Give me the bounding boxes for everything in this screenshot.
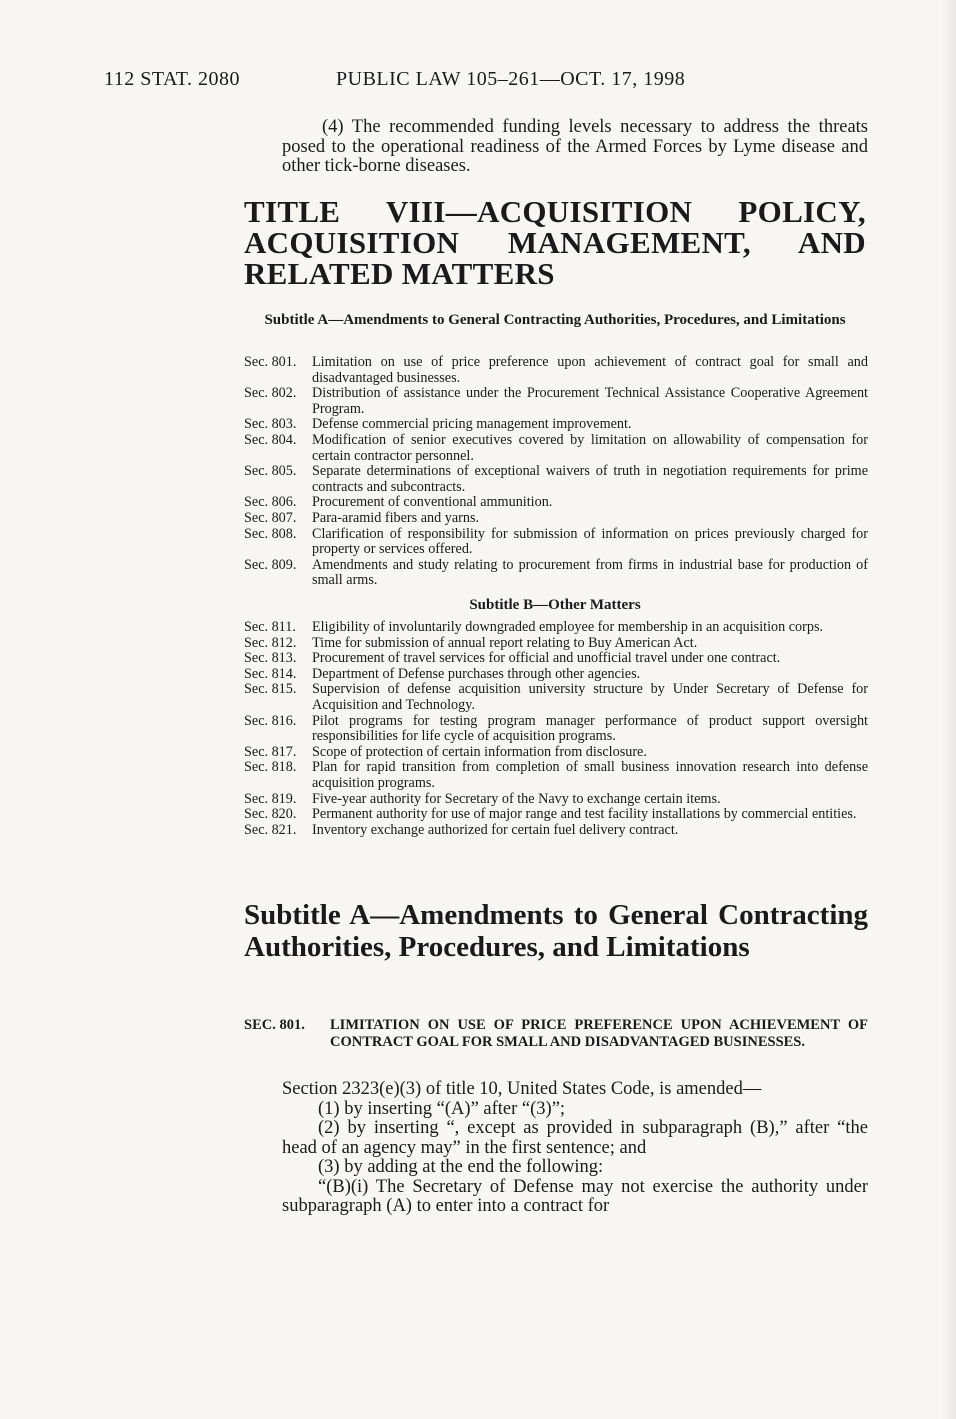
- toc-entry: [244, 527, 868, 558]
- toc-entry-title: Modification of senior executives covered by limitation on allowability of compensation for certain contractor personnel.: [312, 431, 868, 464]
- statute-page-number: 112 STAT. 2080: [104, 68, 240, 90]
- section-801-body: [282, 1080, 868, 1217]
- public-law-citation: PUBLIC LAW 105–261—OCT. 17, 1998: [336, 68, 686, 90]
- toc-entry-title: Inventory exchange authorized for certain fuel delivery contract.: [312, 821, 679, 838]
- toc-entry-number: Sec. 807.: [244, 509, 297, 526]
- toc-entry-title: Amendments and study relating to procurement from firms in industrial base for production of small arms.: [312, 556, 868, 589]
- toc-entry-number: Sec. 811.: [244, 619, 296, 635]
- toc-entry-title: Time for submission of annual report relating to Buy American Act.: [312, 634, 698, 651]
- page-edge-shadow: [942, 0, 956, 1419]
- toc-entry: [244, 745, 868, 761]
- toc-entry-title: Defense commercial pricing management improvement.: [312, 416, 632, 433]
- toc-entry-title: Pilot programs for testing program manager performance of product support oversight responsibilities for life cycle of acquisition programs.: [312, 712, 868, 745]
- toc-entry: [244, 823, 868, 839]
- section-801-heading: [244, 1017, 868, 1051]
- body-intro: Section 2323(e)(3) of title 10, United States Code, is amended—: [282, 1079, 762, 1099]
- toc-entry-number: Sec. 801.: [244, 354, 297, 370]
- toc-entry-number: Sec. 808.: [244, 525, 297, 542]
- toc-entry: [244, 636, 868, 652]
- toc-entry-number: Sec. 813.: [244, 650, 297, 667]
- toc-entry-title: Clarification of responsibility for submission of information on prices previously charged for property or services offered.: [312, 525, 868, 558]
- toc-entry-number: Sec. 819.: [244, 790, 297, 807]
- toc-entry-number: Sec. 814.: [244, 665, 297, 682]
- toc-entry-title: Eligibility of involuntarily downgraded employee for membership in an acquisition corps.: [312, 619, 824, 635]
- toc-subtitle-b-heading: Subtitle B—Other Matters: [469, 597, 641, 613]
- toc-entry: [244, 760, 868, 791]
- toc-entry: [244, 511, 868, 527]
- toc-entry: [244, 714, 868, 745]
- toc-entry-title: Distribution of assistance under the Procurement Technical Assistance Cooperative Agreement Program.: [312, 385, 868, 417]
- toc-entry: [244, 558, 868, 589]
- toc-entry: [244, 417, 868, 433]
- toc-entry-number: Sec. 820.: [244, 806, 297, 823]
- toc-entry-number: Sec. 815.: [244, 681, 297, 698]
- toc-entry-number: Sec. 806.: [244, 494, 297, 511]
- toc-entry-title: Five-year authority for Secretary of the Navy to exchange certain items.: [312, 790, 721, 807]
- toc-entry-number: Sec. 821.: [244, 821, 297, 838]
- toc-entry-number: Sec. 805.: [244, 463, 297, 480]
- toc-entry: [244, 464, 868, 495]
- toc-entry: [244, 792, 868, 808]
- body-item-2: (2) by inserting “, except as provided in subparagraph (B),” after “the head of an agency may” in the first sentence; and: [282, 1118, 868, 1158]
- section-title: LIMITATION ON USE OF PRICE PREFERENCE UPON ACHIEVEMENT OF CONTRACT GOAL FOR SMALL AND DISADVANTAGED BUSINESSES.: [330, 1017, 868, 1050]
- toc-entry-number: Sec. 809.: [244, 556, 297, 573]
- paragraph-4: (4) The recommended funding levels necessary to address the threats posed to the operational readiness of the Armed Forces by Lyme disease and other tick-borne diseases.: [282, 117, 868, 176]
- body-item-3: (3) by adding at the end the following:: [318, 1157, 604, 1177]
- toc-subtitle-b-list: [244, 620, 868, 838]
- toc-entry-number: Sec. 802.: [244, 385, 297, 402]
- toc-entry-title: Procurement of conventional ammunition.: [312, 494, 553, 511]
- title-heading: TITLE VIII—ACQUISITION POLICY, ACQUISITION MANAGEMENT, AND RELATED MATTERS: [244, 194, 866, 291]
- toc-entry-number: Sec. 804.: [244, 431, 297, 448]
- toc-entry-title: Separate determinations of exceptional waivers of truth in negotiation requirements for prime contracts and subcontracts.: [312, 463, 868, 495]
- toc-entry-number: Sec. 812.: [244, 634, 297, 651]
- toc-entry-number: Sec. 816.: [244, 712, 297, 729]
- toc-entry: [244, 355, 868, 386]
- toc-entry: [244, 495, 868, 511]
- section-number: SEC. 801.: [244, 1017, 305, 1033]
- toc-entry-title: Supervision of defense acquisition university structure by Under Secretary of Defense for Acquisition and Technology.: [312, 681, 868, 713]
- body-item-1: (1) by inserting “(A)” after “(3)”;: [318, 1098, 566, 1119]
- toc-entry-title: Para-aramid fibers and yarns.: [312, 509, 480, 526]
- toc-entry: [244, 682, 868, 713]
- toc-entry: [244, 807, 868, 823]
- toc-entry: [244, 667, 868, 683]
- toc-entry: [244, 651, 868, 667]
- page-header: [104, 68, 864, 96]
- toc-entry-title: Department of Defense purchases through other agencies.: [312, 665, 641, 682]
- toc-entry-number: Sec. 818.: [244, 759, 297, 776]
- toc-entry-title: Permanent authority for use of major range and test facility installations by commercial entities.: [312, 806, 857, 823]
- body-quote: “(B)(i) The Secretary of Defense may not exercise the authority under subparagraph (A) to enter into a contract for: [282, 1176, 868, 1216]
- toc-entry-number: Sec. 803.: [244, 416, 297, 433]
- toc-entry-title: Procurement of travel services for official and unofficial travel under one contract.: [312, 650, 781, 667]
- toc-subtitle-a-heading: Subtitle A—Amendments to General Contracting Authorities, Procedures, and Limitations: [264, 312, 846, 328]
- toc-entry-title: Scope of protection of certain information from disclosure.: [312, 743, 647, 760]
- toc-entry-title: Plan for rapid transition from completion of small business innovation research into defense acquisition programs.: [312, 759, 868, 791]
- subtitle-a-heading: Subtitle A—Amendments to General Contracting Authorities, Procedures, and Limitations: [244, 899, 868, 963]
- toc-entry: [244, 433, 868, 464]
- toc-subtitle-a-list: [244, 355, 868, 589]
- toc-entry: [244, 386, 868, 417]
- toc-entry-title: Limitation on use of price preference upon achievement of contract goal for small and disadvantaged businesses.: [312, 354, 868, 386]
- toc-entry: [244, 620, 868, 636]
- toc-entry-number: Sec. 817.: [244, 743, 297, 760]
